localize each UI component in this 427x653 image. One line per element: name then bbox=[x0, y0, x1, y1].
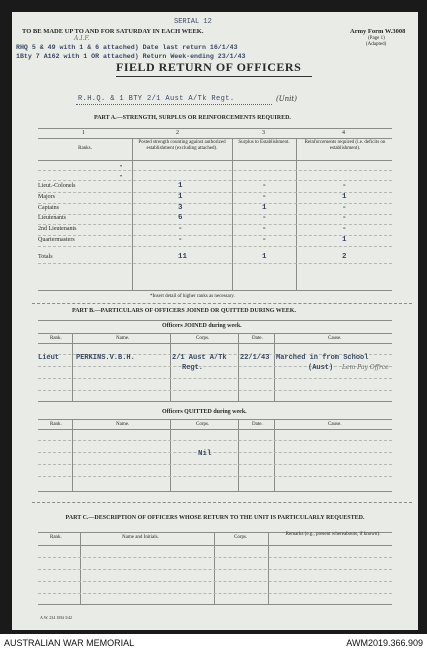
quitted-title: Officers QUITTED during week. bbox=[162, 409, 247, 415]
part-a-title: PART A.—STRENGTH, SURPLUS OR REINFORCEMENTS REQUIRED. bbox=[94, 115, 291, 121]
totals-reinforcements: 2 bbox=[342, 252, 347, 261]
row-line bbox=[38, 203, 392, 204]
col-number-4: 4 bbox=[342, 130, 345, 136]
joined-title: Officers JOINED during week. bbox=[162, 323, 242, 329]
part-a-bottom-rule bbox=[38, 290, 392, 291]
row-line bbox=[38, 581, 392, 582]
joined-header-name: Name. bbox=[116, 336, 130, 341]
rank-label: Majors bbox=[38, 193, 55, 200]
posted-strength-value: 1 bbox=[178, 182, 183, 190]
surplus-value: - bbox=[262, 182, 267, 190]
joined-handwritten-initials: Lem Pay Offrce bbox=[342, 364, 389, 371]
quitted-header-rank: Rank. bbox=[50, 422, 62, 427]
quitted-title-rule bbox=[38, 419, 392, 420]
section-separator bbox=[32, 303, 412, 304]
rank-label: Captains bbox=[38, 204, 59, 211]
col-number-2: 2 bbox=[176, 130, 179, 136]
quitted-bottom-rule bbox=[38, 491, 392, 492]
col-number-3: 3 bbox=[262, 130, 265, 136]
row-line bbox=[38, 263, 392, 264]
document-page bbox=[12, 12, 418, 630]
quitted-col-line bbox=[238, 419, 239, 491]
row-line bbox=[38, 170, 392, 171]
typed-return-line-1: RHQ 5 & 49 with 1 & 6 attached) Date last return 16/1/43 bbox=[16, 44, 238, 51]
row-line bbox=[38, 557, 392, 558]
surplus-value: - bbox=[262, 236, 267, 244]
print-code: A.W. 234 1M4 3/42 bbox=[40, 615, 72, 620]
surplus-value: - bbox=[262, 192, 267, 201]
reinforcements-value: - bbox=[342, 214, 347, 223]
row-line bbox=[38, 440, 392, 441]
row-line bbox=[38, 224, 392, 225]
typed-return-line-2: 1Bty 7 A162 with 1 OR attached) Return Week-ending 23/1/43 bbox=[16, 53, 246, 60]
part-c-header-name: Name and Initials. bbox=[122, 535, 159, 540]
row-line bbox=[38, 180, 392, 181]
row-line bbox=[38, 476, 392, 477]
section-separator bbox=[32, 502, 412, 503]
quitted-col-line bbox=[72, 419, 73, 491]
serial-number: SERIAL 12 bbox=[174, 18, 212, 26]
totals-label: Totals bbox=[38, 253, 53, 260]
reinforcements-value: - bbox=[342, 225, 347, 234]
joined-cause-cont: (Aust) bbox=[308, 364, 334, 372]
col-header-posted: Posted strength counting against authorized establishment (excluding attached). bbox=[138, 140, 226, 151]
row-asterisk: • bbox=[120, 174, 123, 180]
row-line bbox=[38, 192, 392, 193]
quitted-corps: Nil bbox=[198, 450, 212, 458]
unit-label: (Unit) bbox=[276, 95, 297, 103]
joined-header-corps: Corps. bbox=[196, 336, 210, 341]
part-c-header-corps: Corps. bbox=[234, 535, 248, 540]
joined-corps-cont: Regt. bbox=[182, 364, 204, 372]
posted-strength-value: 3 bbox=[178, 203, 183, 212]
quitted-header-name: Name. bbox=[116, 422, 130, 427]
col-header-ranks: Ranks. bbox=[78, 146, 92, 151]
joined-header-cause: Cause. bbox=[328, 336, 342, 341]
col-header-reinforcements: Reinforcements required (i.e. deficits on establishment). bbox=[304, 140, 386, 151]
joined-cause: Marched in from School bbox=[276, 354, 369, 362]
row-line bbox=[38, 569, 392, 570]
row-line bbox=[38, 593, 392, 594]
part-c-bottom-rule bbox=[38, 604, 392, 605]
page-label: (Page 1) bbox=[368, 36, 385, 41]
row-line bbox=[38, 464, 392, 465]
surplus-value: - bbox=[262, 214, 267, 223]
instruction-line: TO BE MADE UP TO AND FOR SATURDAY IN EACH WEEK. bbox=[22, 28, 204, 35]
joined-header-rule bbox=[38, 343, 392, 344]
totals-surplus: 1 bbox=[262, 252, 267, 261]
rank-label: Lieut.-Colonels bbox=[38, 183, 76, 189]
joined-header-rank: Rank. bbox=[50, 336, 62, 341]
part-a-header-rule bbox=[38, 160, 392, 161]
row-line bbox=[38, 452, 392, 453]
rank-label: 2nd Lieutenants bbox=[38, 226, 77, 233]
col-number-1: 1 bbox=[82, 130, 85, 136]
joined-rank: Lieut bbox=[38, 354, 60, 362]
adapted-label: (Adapted) bbox=[366, 42, 387, 47]
footer-institution: AUSTRALIAN WAR MEMORIAL bbox=[4, 638, 135, 648]
quitted-header-rule bbox=[38, 429, 392, 430]
quitted-header-corps: Corps. bbox=[196, 422, 210, 427]
part-b-top-rule bbox=[38, 320, 392, 321]
part-c-header-rank: Rank. bbox=[50, 535, 62, 540]
row-line bbox=[38, 235, 392, 236]
row-line bbox=[38, 246, 392, 247]
joined-bottom-rule bbox=[38, 401, 392, 402]
part-c-header-remarks: Remarks (e.g., present whereabouts, if known). bbox=[285, 532, 381, 537]
form-title: FIELD RETURN OF OFFICERS bbox=[116, 60, 302, 74]
posted-strength-value: - bbox=[178, 225, 183, 234]
quitted-header-cause: Cause. bbox=[328, 422, 342, 427]
row-line bbox=[38, 214, 392, 215]
part-c-title: PART C.—DESCRIPTION OF OFFICERS WHOSE RETURN TO THE UNIT IS PARTICULARLY REQUESTED. bbox=[65, 515, 365, 521]
army-form-label: Army Form W.3008 bbox=[350, 28, 406, 35]
aif-annotation: A.I.F. bbox=[74, 35, 90, 42]
joined-header-date: Date. bbox=[252, 336, 263, 341]
posted-strength-value: - bbox=[178, 236, 183, 244]
surplus-value: 1 bbox=[262, 203, 267, 212]
part-c-header-rule bbox=[38, 545, 392, 546]
quitted-col-line bbox=[170, 419, 171, 491]
joined-date: 22/1/43 bbox=[240, 354, 270, 362]
reinforcements-value: 1 bbox=[342, 236, 347, 244]
reinforcements-value: - bbox=[342, 203, 347, 212]
posted-strength-value: 6 bbox=[178, 214, 183, 223]
quitted-col-line bbox=[274, 419, 275, 491]
row-asterisk: • bbox=[120, 164, 123, 170]
rank-label: Lieutenants bbox=[38, 215, 66, 222]
part-b-title: PART B.—PARTICULARS OF OFFICERS JOINED OR QUITTED DURING WEEK. bbox=[72, 308, 296, 314]
row-line bbox=[38, 378, 392, 379]
part-a-footnote: *Insert detail of higher ranks as necessary. bbox=[150, 294, 235, 299]
row-line bbox=[38, 366, 392, 367]
quitted-header-date: Date. bbox=[252, 422, 263, 427]
joined-title-rule bbox=[38, 333, 392, 334]
reinforcements-value: - bbox=[342, 182, 347, 190]
col-header-surplus: Surplus to Establishment. bbox=[238, 140, 290, 145]
row-line bbox=[38, 390, 392, 391]
rank-label: Quartermasters bbox=[38, 237, 75, 243]
reinforcements-value: 1 bbox=[342, 192, 347, 201]
title-underline bbox=[116, 76, 312, 77]
unit-dotted-line bbox=[76, 104, 272, 105]
unit-value: R.H.Q. & 1 BTY 2/1 Aust A/Tk Regt. bbox=[78, 95, 235, 103]
surplus-value: - bbox=[262, 225, 267, 234]
posted-strength-value: 1 bbox=[178, 192, 183, 201]
archive-footer bbox=[0, 634, 427, 653]
part-a-top-rule bbox=[38, 128, 392, 129]
footer-accession-number: AWM2019.366.909 bbox=[346, 638, 423, 648]
joined-name: PERKINS.V.B.H. bbox=[76, 354, 135, 362]
part-a-number-rule bbox=[38, 138, 392, 139]
joined-corps: 2/1 Aust A/Tk bbox=[172, 354, 227, 362]
totals-posted: 11 bbox=[178, 252, 188, 261]
